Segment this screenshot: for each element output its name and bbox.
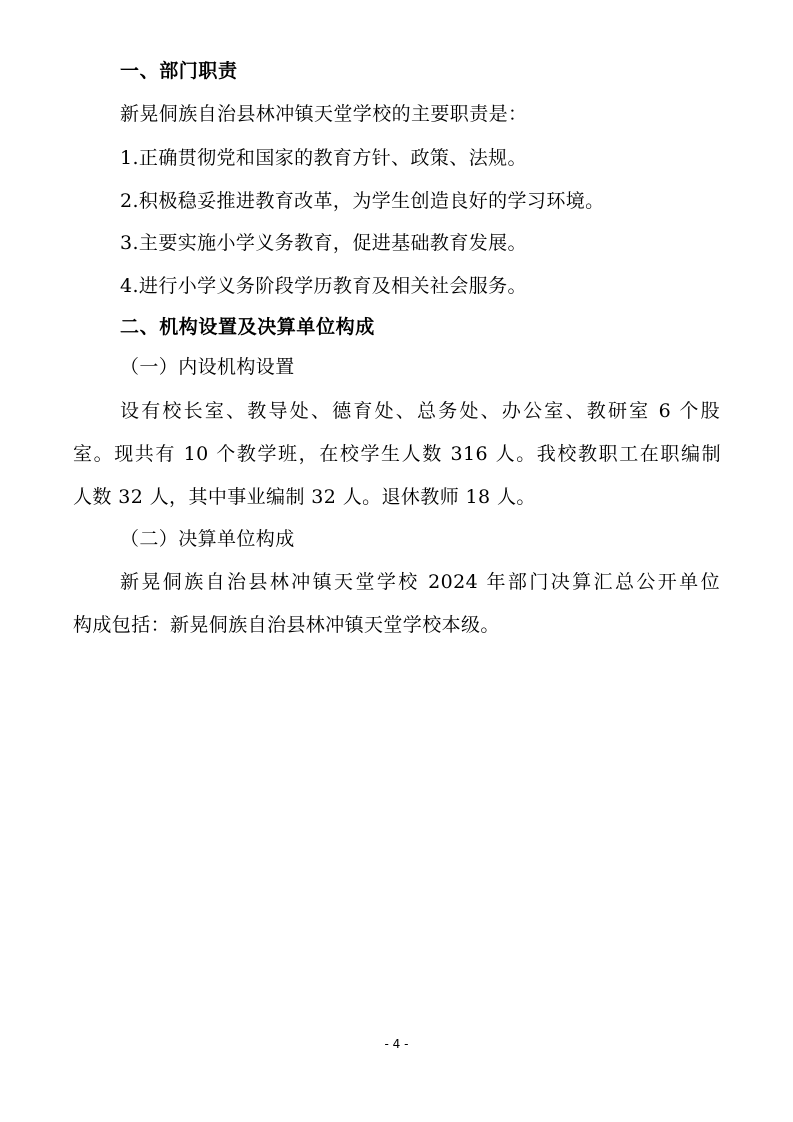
duty-item-1: 1.正确贯彻党和国家的教育方针、政策、法规。	[120, 147, 527, 169]
subsection1-title: （一）内设机构设置	[120, 356, 295, 378]
page-number: - 4 -	[384, 1037, 409, 1051]
subsection2-line-1: 新晃侗族自治县林冲镇天堂学校 2024 年部门决算汇总公开单位	[120, 571, 720, 593]
section1-intro: 新晃侗族自治县林冲镇天堂学校的主要职责是：	[120, 103, 528, 125]
subsection1-line-3: 人数 32 人，其中事业编制 32 人。退休教师 18 人。	[73, 486, 536, 508]
section2-heading: 二、机构设置及决算单位构成	[120, 316, 375, 338]
subsection1-line-2: 室。现共有 10 个教学班，在校学生人数 316 人。我校教职工在职编制	[73, 443, 721, 465]
subsection2-line-2: 构成包括：新晃侗族自治县林冲镇天堂学校本级。	[73, 614, 500, 636]
duty-item-2: 2.积极稳妥推进教育改革，为学生创造良好的学习环境。	[120, 190, 605, 212]
duty-item-4: 4.进行小学义务阶段学历教育及相关社会服务。	[120, 275, 527, 297]
subsection2-title: （二）决算单位构成	[120, 528, 295, 550]
subsection1-line-1: 设有校长室、教导处、德育处、总务处、办公室、教研室 6 个股	[120, 400, 720, 422]
section1-heading: 一、部门职责	[120, 60, 238, 82]
duty-item-3: 3.主要实施小学义务教育，促进基础教育发展。	[120, 232, 527, 254]
